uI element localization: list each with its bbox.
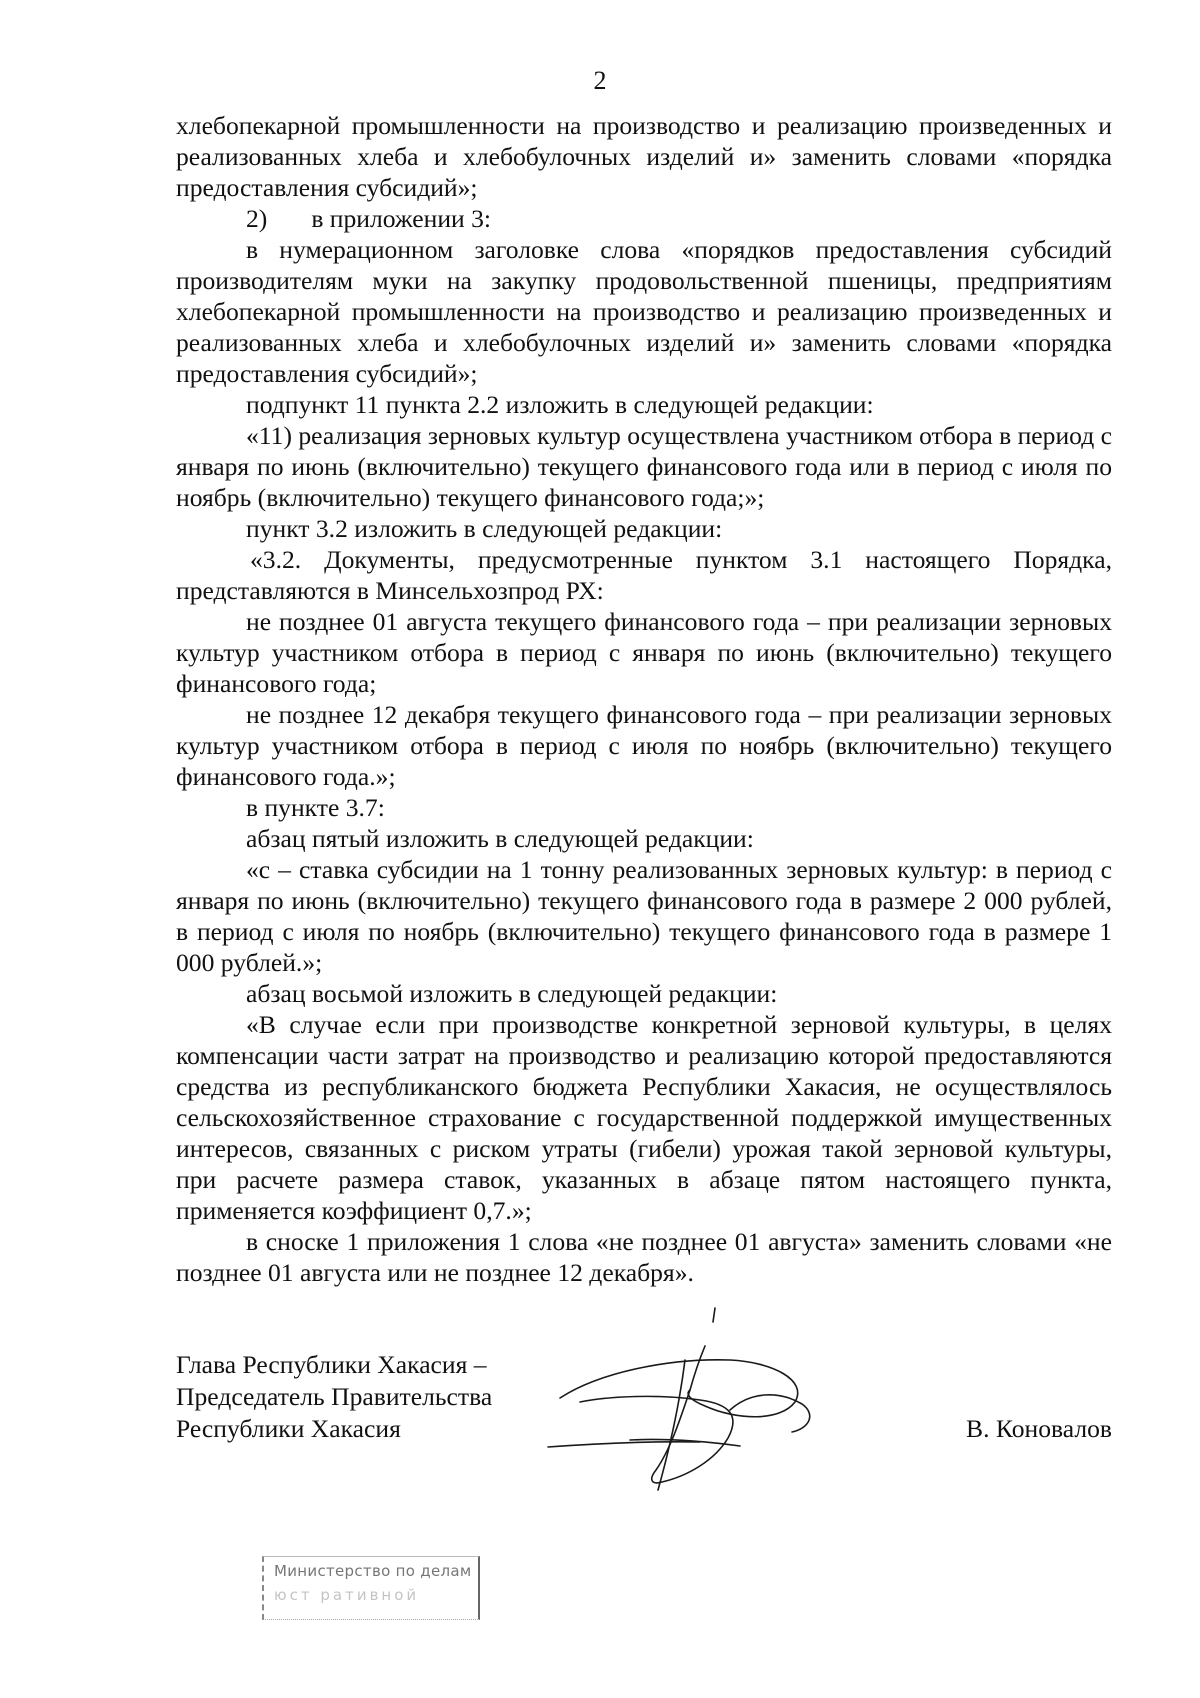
- signer-title: [176, 1349, 492, 1445]
- item-number: 2): [246, 204, 268, 233]
- paragraph: в сноске 1 приложения 1 слова «не позднее 01 августа» заменить словами «не позднее 01 августа или не позднее 12 декабря».: [176, 1227, 1112, 1287]
- item-text: в приложении 3:: [311, 204, 492, 233]
- signer-name: В. Коновалов: [966, 1414, 1112, 1443]
- signer-title-line: Председатель Правительства: [176, 1382, 493, 1411]
- signer-title-line: Глава Республики Хакасия –: [176, 1350, 487, 1379]
- numbered-item: [176, 203, 1112, 234]
- paragraph: в нумерационном заголовке слова «порядков предоставления субсидий производителям муки на закупку продовольственной пшеницы, предприятиям хлебопекарной промышленности на производство и реализацию произведенных и реализованных хлеба и хлебобулочных изделий и» заменить словами «порядка предоставления субсидий»;: [176, 235, 1112, 388]
- stamp-text: Министерство по делам: [274, 1562, 472, 1580]
- registration-stamp: [262, 1556, 482, 1626]
- paragraph: «11) реализация зерновых культур осуществлена участником отбора в период с января по июнь (включительно) текущего финансового года или в период с июля по ноябрь (включительно) текущего финансового года;»;: [176, 421, 1112, 512]
- paragraph: в пункте 3.7:: [246, 793, 385, 822]
- page-number: 2: [593, 66, 607, 95]
- handwritten-signature: [540, 1300, 880, 1500]
- stamp-text-faded: юст ративной: [274, 1586, 420, 1604]
- paragraph: не позднее 01 августа текущего финансового года – при реализации зерновых культур участником отбора в период с января по июнь (включительно) текущего финансового года;: [176, 607, 1112, 698]
- paragraph: подпункт 11 пункта 2.2 изложить в следующей редакции:: [246, 390, 874, 419]
- paragraph: «3.2. Документы, предусмотренные пунктом 3.1 настоящего Порядка, представляются в Минсельхозпрод РХ:: [176, 545, 1112, 605]
- paragraph: «с – ставка субсидии на 1 тонну реализованных зерновых культур: в период с января по июнь (включительно) текущего финансового года в размере 2 000 рублей, в период с июля по ноябрь (включительно) текущего финансового года в размере 1 000 рублей.»;: [176, 855, 1112, 977]
- signer-title-line: Республики Хакасия: [176, 1414, 401, 1443]
- document-body: [176, 110, 1112, 1288]
- paragraph: «В случае если при производстве конкретной зерновой культуры, в целях компенсации части затрат на производство и реализацию которой предоставляются средства из республиканского бюджета Республики Хакасия, не осуществлялось сельскохозяйственное страхование с государственной поддержкой имущественных интересов, связанных с риском утраты (гибели) урожая такой зерновой культуры, при расчете размера ставок, указанных в абзаце пятом настоящего пункта, применяется коэффициент 0,7.»;: [176, 1010, 1112, 1225]
- paragraph: абзац пятый изложить в следующей редакции:: [246, 824, 754, 853]
- paragraph: пункт 3.2 изложить в следующей редакции:: [246, 514, 723, 543]
- paragraph: абзац восьмой изложить в следующей редакции:: [246, 979, 778, 1008]
- paragraph: не позднее 12 декабря текущего финансового года – при реализации зерновых культур участником отбора в период с июля по ноябрь (включительно) текущего финансового года.»;: [176, 700, 1112, 791]
- paragraph-continuation: хлебопекарной промышленности на производство и реализацию произведенных и реализованных хлеба и хлебобулочных изделий и» заменить словами «порядка предоставления субсидий»;: [176, 111, 1112, 202]
